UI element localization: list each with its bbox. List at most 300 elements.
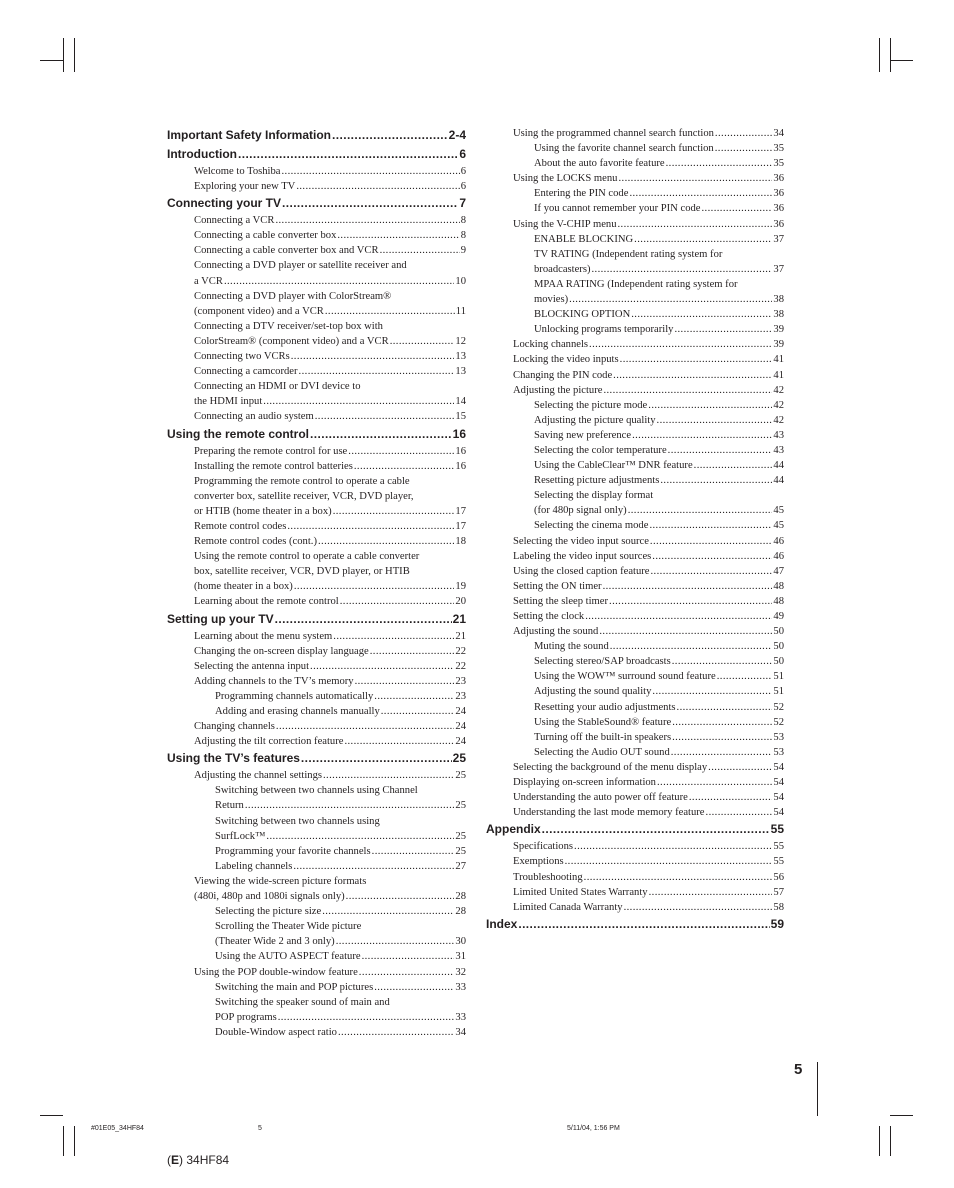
dot-leader: [281, 164, 459, 179]
toc-page-number: 38: [773, 309, 784, 321]
toc-entry-title: (480i, 480p and 1080i signals only): [194, 891, 345, 903]
toc-entry-title: Locking channels: [513, 339, 589, 351]
dot-leader: [318, 534, 454, 549]
dot-leader: [354, 459, 455, 474]
toc-entry-line: Using the remote control to operate a cable converter: [194, 551, 420, 563]
toc-page-number: 34: [455, 1026, 466, 1038]
toc-entry-title: or HTIB (home theater in a box): [194, 505, 332, 517]
toc-page-number: 50: [773, 626, 784, 638]
dot-leader: [648, 398, 772, 413]
toc-entry: [486, 684, 784, 699]
dot-leader: [299, 364, 455, 379]
toc-entry: [486, 458, 784, 473]
dot-leader: [275, 213, 459, 228]
toc-page-number: 17: [455, 520, 466, 532]
toc-entry-title: Limited United States Warranty: [513, 886, 648, 898]
toc-entry: [167, 334, 466, 349]
toc-entry: [167, 644, 466, 659]
toc-page-number: 25: [455, 845, 466, 857]
dot-leader: [245, 798, 455, 813]
toc-entry-line: MPAA RATING (Independent rating system for: [534, 278, 738, 290]
toc-entry-title: Changing the PIN code: [513, 369, 613, 381]
dot-leader: [671, 745, 773, 760]
toc-page-number: 6: [460, 166, 466, 177]
dot-leader: [278, 1010, 455, 1025]
toc-page-number: 32: [455, 966, 466, 978]
toc-entry: [167, 934, 466, 949]
toc-page-number: 53: [773, 731, 784, 743]
dot-leader: [337, 228, 459, 243]
toc-entry: [167, 904, 466, 919]
toc-entry-title: (home theater in a box): [194, 581, 293, 593]
toc-entry-title: Adjusting the tilt correction feature: [194, 736, 344, 748]
toc-entry: [486, 518, 784, 533]
toc-page-number: 13: [455, 366, 466, 378]
toc-entry-title: Specifications: [513, 841, 574, 853]
toc-page-number: 58: [773, 901, 784, 913]
toc-page-number: 50: [773, 641, 784, 653]
toc-entry: [486, 715, 784, 730]
dot-leader: [518, 915, 769, 934]
toc-entry: [486, 790, 784, 805]
dot-leader: [315, 409, 455, 424]
toc-page-number: 7: [459, 196, 466, 211]
toc-entry: [486, 870, 784, 885]
dot-leader: [362, 949, 455, 964]
toc-entry-title: Using the WOW™ surround sound feature: [534, 671, 716, 683]
toc-page-number: 12: [455, 335, 466, 347]
toc-entry-title: Using the LOCKS menu: [513, 173, 618, 185]
toc-page-number: 18: [455, 536, 466, 548]
toc-page-number: 16: [455, 460, 466, 472]
toc-entry-title: Connecting a VCR: [194, 215, 275, 227]
toc-entry-title: Selecting stereo/SAP broadcasts: [534, 656, 671, 668]
toc-entry: [486, 760, 784, 775]
page-edge-line: [817, 1062, 818, 1116]
toc-entry-title: Connecting two VCRs: [194, 351, 290, 363]
toc-page-number: 25: [455, 800, 466, 812]
toc-right-column: [486, 126, 784, 934]
dot-leader: [238, 145, 458, 164]
toc-entry: [167, 304, 466, 319]
toc-entry: [486, 639, 784, 654]
toc-entry-title: Saving new preference: [534, 429, 632, 441]
toc-entry: [167, 768, 466, 783]
toc-page-number: 2-4: [448, 128, 466, 142]
dot-leader: [609, 594, 772, 609]
dot-leader: [569, 292, 772, 307]
dot-leader: [266, 829, 454, 844]
toc-entry-line: converter box, satellite receiver, VCR, DVD player,: [194, 490, 414, 502]
toc-entry-line: Selecting the display format: [534, 490, 654, 502]
toc-page-number: 11: [455, 305, 466, 317]
toc-page-number: 36: [773, 203, 784, 215]
toc-entry-title: Setting the sleep timer: [513, 595, 609, 607]
toc-entry-title: Selecting the picture size: [215, 906, 322, 918]
toc-entry-title: Exemptions: [513, 856, 564, 868]
toc-page-number: 59: [770, 916, 784, 931]
toc-entry-title: BLOCKING OPTION: [534, 309, 631, 321]
dot-leader: [346, 889, 455, 904]
toc-entry: [167, 594, 466, 609]
toc-entry-title: Limited Canada Warranty: [513, 901, 623, 913]
toc-page-number: 54: [773, 777, 784, 789]
toc-entry: [167, 629, 466, 644]
toc-entry-title: (Theater Wide 2 and 3 only): [215, 936, 335, 948]
toc-page-number: 34: [773, 128, 784, 139]
model-label: [167, 1153, 229, 1167]
toc-page-number: 52: [773, 716, 784, 728]
toc-entry-title: Changing the on-screen display language: [194, 645, 369, 657]
toc-entry-line: box, satellite receiver, VCR, DVD player, or HTIB: [194, 566, 410, 578]
toc-entry-title: Installing the remote control batteries: [194, 460, 353, 472]
toc-page-number: 6: [460, 181, 466, 193]
toc-page-number: 43: [773, 429, 784, 441]
dot-leader: [296, 179, 459, 194]
toc-entry-title: broadcasters): [534, 263, 591, 275]
toc-entry-title: Adding and erasing channels manually: [215, 706, 380, 717]
toc-page-number: 28: [455, 906, 466, 918]
dot-leader: [672, 730, 772, 745]
toc-entry: [167, 394, 466, 409]
toc-entry-line: Connecting a DTV receiver/set-top box with: [194, 320, 383, 332]
toc-page-number: 30: [455, 936, 466, 948]
toc-page-number: 39: [773, 324, 784, 336]
toc-entry-line: Switching between two channels using Channel: [215, 785, 418, 797]
toc-entry-title: Changing channels: [194, 721, 275, 733]
toc-page-number: 57: [773, 886, 784, 898]
toc-entry: [167, 534, 466, 549]
toc-entry-title: Appendix: [486, 822, 541, 837]
toc-entry-title: Connecting a cable converter box and VCR: [194, 245, 379, 257]
toc-entry-title: a VCR: [194, 275, 223, 287]
toc-entry-title: Return: [215, 800, 244, 812]
dot-leader: [649, 885, 773, 900]
dot-leader: [323, 768, 454, 783]
crop-mark: [74, 1126, 75, 1156]
toc-entry-title: Selecting the cinema mode: [534, 520, 649, 532]
dot-leader: [652, 549, 772, 564]
toc-entry-title: Adjusting the sound quality: [534, 686, 652, 698]
dot-leader: [649, 518, 772, 533]
toc-entry-title: Double-Window aspect ratio: [215, 1026, 337, 1038]
toc-entry-title: Turning off the built-in speakers: [534, 731, 672, 743]
toc-entry: [486, 885, 784, 900]
toc-page-number: 52: [773, 701, 784, 713]
dot-leader: [672, 654, 773, 669]
dot-leader: [291, 349, 455, 364]
toc-entry-title: Setting the clock: [513, 611, 585, 622]
crop-mark: [879, 38, 880, 72]
dot-leader: [624, 900, 773, 915]
dot-leader: [359, 965, 455, 980]
toc-entry: [486, 126, 784, 141]
toc-entry: [167, 889, 466, 904]
toc-entry: [167, 719, 466, 734]
dot-leader: [276, 719, 454, 734]
toc-entry: [486, 262, 784, 277]
dot-leader: [629, 186, 772, 201]
toc-entry-title: Using the StableSound® feature: [534, 716, 672, 728]
toc-page-number: 51: [773, 686, 784, 698]
dot-leader: [674, 322, 772, 337]
dot-leader: [706, 805, 773, 820]
footer-timestamp: 5/11/04, 1:56 PM: [567, 1125, 620, 1132]
dot-leader: [651, 564, 773, 579]
toc-entry-title: Setting up your TV: [167, 611, 274, 626]
toc-page-number: 48: [773, 595, 784, 607]
dot-leader: [380, 243, 460, 258]
dot-leader: [287, 519, 454, 534]
toc-entry-title: Important Safety Information: [167, 128, 332, 142]
toc-page-number: 42: [773, 399, 784, 411]
toc-entry: [167, 704, 466, 719]
toc-section-heading: [167, 194, 466, 213]
toc-page-number: 50: [773, 656, 784, 668]
dot-leader: [585, 609, 772, 624]
toc-entry-title: Adjusting the sound: [513, 626, 599, 638]
toc-entry: [167, 844, 466, 859]
toc-entry-title: Labeling channels: [215, 860, 293, 872]
toc-page-number: 42: [773, 384, 784, 396]
toc-entry: [486, 141, 784, 156]
toc-entry-line: Switching between two channels using: [215, 815, 380, 827]
toc-entry-line: Viewing the wide-screen picture formats: [194, 875, 367, 887]
toc-entry: [167, 349, 466, 364]
dot-leader: [294, 579, 455, 594]
dot-leader: [338, 1025, 454, 1040]
toc-entry: [167, 980, 466, 995]
dot-leader: [224, 274, 454, 289]
toc-entry: [167, 829, 466, 844]
dot-leader: [565, 854, 773, 869]
toc-entry: [167, 798, 466, 813]
toc-page-number: 35: [773, 158, 784, 170]
toc-entry: [167, 274, 466, 289]
toc-page-number: 55: [773, 841, 784, 853]
toc-entry: [486, 337, 784, 352]
toc-page-number: 44: [773, 475, 784, 487]
toc-entry: [486, 322, 784, 337]
toc-page-number: 41: [773, 354, 784, 366]
dot-leader: [652, 684, 772, 699]
toc-entry: [486, 839, 784, 854]
toc-page-number: 49: [773, 611, 784, 622]
toc-page-number: 15: [455, 411, 466, 423]
toc-page-number: 46: [773, 535, 784, 547]
toc-page-number: 31: [455, 951, 466, 963]
toc-page-number: 45: [773, 520, 784, 532]
toc-entry-line: TV RATING (Independent rating system for: [534, 248, 723, 260]
toc-page-number: 21: [452, 611, 466, 626]
toc-entry: [486, 413, 784, 428]
toc-entry-title: Setting the ON timer: [513, 580, 602, 592]
dot-leader: [355, 674, 455, 689]
dot-leader: [672, 715, 772, 730]
toc-entry: [167, 1025, 466, 1040]
toc-entry: [486, 594, 784, 609]
toc-page-number: 9: [460, 245, 466, 257]
toc-entry-title: Selecting the video input source: [513, 535, 649, 547]
toc-entry: [486, 292, 784, 307]
toc-entry: [167, 228, 466, 243]
toc-page-number: 25: [452, 751, 466, 766]
toc-page-number: 43: [773, 444, 784, 456]
dot-leader: [708, 760, 772, 775]
dot-leader: [390, 334, 455, 349]
dot-leader: [668, 443, 773, 458]
toc-entry: [486, 564, 784, 579]
toc-entry: [486, 624, 784, 639]
dot-leader: [603, 383, 772, 398]
toc-page-number: 54: [773, 761, 784, 773]
dot-leader: [301, 749, 452, 768]
toc-entry-title: Selecting the Audio OUT sound: [534, 746, 670, 758]
toc-entry: [486, 217, 784, 232]
toc-page-number: 22: [455, 660, 466, 672]
toc-entry-title: Using the remote control: [167, 426, 310, 441]
dot-leader: [620, 352, 773, 367]
toc-entry-title: Labeling the video input sources: [513, 550, 652, 562]
dot-leader: [336, 934, 455, 949]
toc-entry: [486, 609, 784, 624]
dot-leader: [618, 171, 772, 186]
toc-entry-title: Muting the sound: [534, 641, 609, 653]
toc-entry-title: Understanding the last mode memory feature: [513, 807, 705, 819]
toc-entry-title: About the auto favorite feature: [534, 158, 665, 170]
toc-page-number: 16: [452, 426, 466, 441]
toc-entry-title: Programming channels automatically: [215, 690, 374, 702]
toc-entry: [167, 364, 466, 379]
dot-leader: [542, 820, 770, 839]
dot-leader: [322, 904, 454, 919]
toc-page-number: 8: [460, 230, 466, 242]
toc-page-number: 21: [455, 630, 466, 642]
toc-entry: [486, 579, 784, 594]
toc-page-number: 37: [773, 263, 784, 275]
toc-entry-title: Using the V-CHIP menu: [513, 218, 617, 230]
dot-leader: [584, 870, 773, 885]
toc-entry-title: Using the TV’s features: [167, 751, 300, 766]
toc-entry: [167, 579, 466, 594]
toc-page-number: 38: [773, 294, 784, 306]
toc-entry-title: Using the CableClear™ DNR feature: [534, 460, 693, 472]
toc-entry-title: Resetting picture adjustments: [534, 475, 660, 487]
dot-leader: [344, 734, 454, 749]
toc-entry-title: movies): [534, 294, 569, 306]
toc-entry: [167, 179, 466, 194]
toc-entry-title: the HDMI input: [194, 396, 263, 408]
toc-entry: [167, 164, 466, 179]
toc-page-number: 36: [773, 173, 784, 185]
toc-section-heading: [167, 425, 466, 444]
dot-leader: [293, 859, 454, 874]
toc-entry-title: Selecting the color temperature: [534, 444, 667, 456]
toc-entry: [167, 859, 466, 874]
dot-leader: [282, 194, 458, 213]
toc-entry-title: Using the favorite channel search function: [534, 143, 714, 155]
toc-entry-title: Adding channels to the TV’s memory: [194, 675, 354, 687]
dot-leader: [610, 639, 773, 654]
toc-page-number: 55: [773, 856, 784, 868]
toc-page-number: 47: [773, 565, 784, 577]
toc-page-number: 51: [773, 671, 784, 683]
toc-entry-title: Learning about the menu system: [194, 630, 333, 642]
toc-page-number: 39: [773, 339, 784, 351]
toc-entry: [486, 549, 784, 564]
toc-entry: [167, 949, 466, 964]
crop-mark: [890, 1115, 913, 1116]
dot-leader: [657, 413, 773, 428]
toc-page-number: 45: [773, 505, 784, 517]
dot-leader: [677, 700, 773, 715]
crop-mark: [890, 38, 891, 72]
toc-page-number: 10: [455, 275, 466, 287]
toc-page-number: 53: [773, 746, 784, 758]
toc-page-number: 54: [773, 807, 784, 819]
dot-leader: [660, 473, 772, 488]
toc-entry-title: If you cannot remember your PIN code: [534, 203, 701, 215]
dot-leader: [374, 689, 454, 704]
toc-entry: [486, 775, 784, 790]
toc-page-number: 20: [455, 596, 466, 608]
toc-entry: [486, 473, 784, 488]
toc-page-number: 36: [773, 188, 784, 200]
toc-entry-title: Using the programmed channel search function: [513, 128, 714, 139]
dot-leader: [591, 262, 772, 277]
dot-leader: [603, 579, 773, 594]
toc-page-number: 55: [770, 822, 784, 837]
dot-leader: [589, 337, 772, 352]
toc-entry: [486, 398, 784, 413]
toc-left-column: [167, 126, 466, 1040]
toc-entry-title: Introduction: [167, 147, 237, 161]
toc-entry-title: Troubleshooting: [513, 871, 583, 883]
toc-page-number: 19: [455, 581, 466, 593]
toc-entry-title: Exploring your new TV: [194, 181, 296, 193]
toc-entry: [486, 428, 784, 443]
toc-entry: [167, 459, 466, 474]
footer-file-name: #01E05_34HF84: [91, 1125, 144, 1132]
dot-leader: [715, 141, 773, 156]
toc-entry-title: Using the closed caption feature: [513, 565, 650, 577]
toc-entry: [167, 734, 466, 749]
toc-entry: [167, 674, 466, 689]
toc-entry-title: Understanding the auto power off feature: [513, 792, 688, 804]
dot-leader: [631, 307, 772, 322]
toc-page-number: 6: [459, 147, 466, 161]
toc-page-number: 24: [455, 736, 466, 748]
toc-entry-title: Remote control codes: [194, 520, 287, 532]
toc-page-number: 14: [455, 396, 466, 408]
toc-page-number: 22: [455, 645, 466, 657]
crop-mark: [879, 1126, 880, 1156]
toc-section-heading: [167, 126, 466, 145]
toc-page-number: 35: [773, 143, 784, 155]
toc-entry: [167, 1010, 466, 1025]
toc-entry-title: Resetting your audio adjustments: [534, 701, 676, 713]
dot-leader: [332, 126, 448, 145]
dot-leader: [381, 704, 455, 719]
toc-entry-title: (component video) and a VCR: [194, 305, 324, 317]
toc-entry: [486, 654, 784, 669]
toc-page-number: 13: [455, 351, 466, 363]
dot-leader: [613, 368, 772, 383]
toc-entry: [486, 352, 784, 367]
toc-page-number: 8: [460, 215, 466, 227]
toc-entry-title: ENABLE BLOCKING: [534, 233, 634, 245]
dot-leader: [634, 232, 772, 247]
